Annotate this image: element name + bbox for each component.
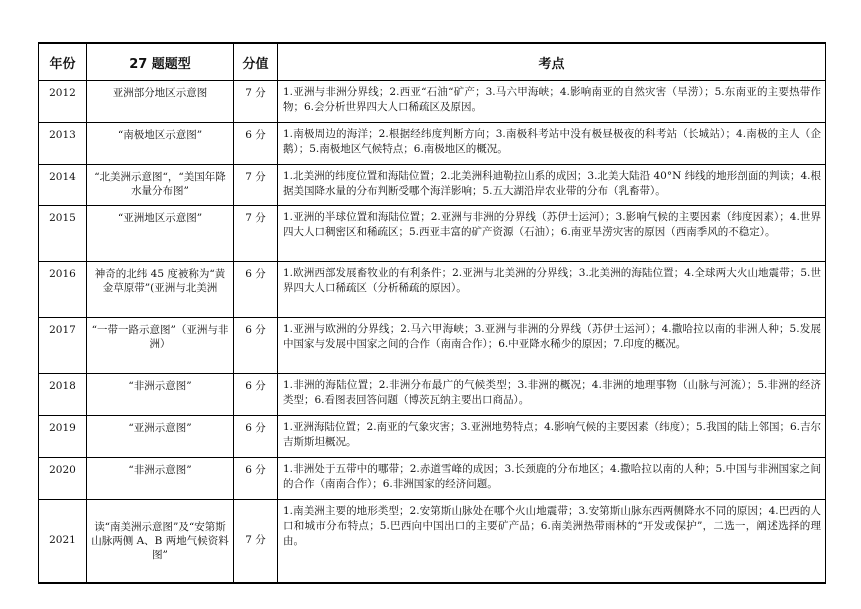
score-cell: 6 分 — [234, 374, 278, 416]
table-row — [39, 81, 826, 123]
score-cell: 6 分 — [234, 458, 278, 500]
table-row — [39, 374, 826, 416]
score-cell: 6 分 — [234, 416, 278, 458]
question-type-cell: “一带一路示意图”（亚洲与非洲） — [87, 318, 234, 374]
year-cell: 2020 — [39, 458, 87, 500]
year-cell: 2012 — [39, 81, 87, 123]
score-cell: 7 分 — [234, 81, 278, 123]
question-type-cell: 读“南美洲示意图”及“安第斯山脉两侧 A、B 两地气候资料图” — [87, 500, 234, 583]
key-points-cell: 1.南美洲主要的地形类型；2.安第斯山脉处在哪个火山地震带；3.安第斯山脉东西两侧降水不同的原因；4.巴西的人口和城市分布特点；5.巴西向中国出口的主要矿产品；6.南美洲热带雨林的“开发或保护”，二选一，阐述选择的理由。 — [278, 500, 826, 583]
key-points-cell: 1.欧洲西部发展畜牧业的有利条件；2.亚洲与北美洲的分界线；3.北美洲的海陆位置；4.全球两大火山地震带；5.世界四大人口稀疏区（分析稀疏的原因）。 — [278, 262, 826, 318]
key-points-cell: 1.非洲处于五带中的哪带；2.赤道雪峰的成因；3.长颈鹿的分布地区；4.撒哈拉以南的人种；5.中国与非洲国家之间的合作（南南合作）；6.非洲国家的经济问题。 — [278, 458, 826, 500]
table-row — [39, 123, 826, 165]
table-row — [39, 458, 826, 500]
key-points-cell: 1.亚洲海陆位置；2.南亚的气象灾害；3.亚洲地势特点；4.影响气候的主要因素（纬度）；5.我国的陆上邻国；6.吉尔吉斯斯坦概况。 — [278, 416, 826, 458]
key-points-cell: 1.非洲的海陆位置；2.非洲分布最广的气候类型；3.非洲的概况；4.非洲的地理事物（山脉与河流）；5.非洲的经济类型；6.看图表回答问题（博茨瓦纳主要出口商品）。 — [278, 374, 826, 416]
question-type-cell: “北美洲示意图“，“美国年降水量分布图” — [87, 165, 234, 206]
key-points-cell: 1.南极周边的海洋；2.根据经纬度判断方向；3.南极科考站中没有极昼极夜的科考站（长城站）；4.南极的主人（企鹅）；5.南极地区气候特点；6.南极地区的概况。 — [278, 123, 826, 165]
score-cell: 6 分 — [234, 123, 278, 165]
table-row — [39, 318, 826, 374]
year-cell: 2015 — [39, 206, 87, 262]
header-question-type: 27 题题型 — [87, 43, 234, 81]
question-type-cell: “非洲示意图” — [87, 374, 234, 416]
year-cell: 2018 — [39, 374, 87, 416]
year-cell: 2017 — [39, 318, 87, 374]
header-year: 年份 — [39, 43, 87, 81]
score-cell: 7 分 — [234, 500, 278, 583]
table-row — [39, 206, 826, 262]
table-row — [39, 262, 826, 318]
question-type-cell: “亚洲地区示意图” — [87, 206, 234, 262]
score-cell: 6 分 — [234, 318, 278, 374]
key-points-cell: 1.亚洲与欧洲的分界线；2.马六甲海峡；3.亚洲与非洲的分界线（苏伊士运河）；4.撒哈拉以南的非洲人种；5.发展中国家与发展中国家之间的合作（南南合作）；6.中亚降水稀少的原因；7.印度的概况。 — [278, 318, 826, 374]
score-cell: 7 分 — [234, 165, 278, 206]
question-type-cell: “亚洲示意图” — [87, 416, 234, 458]
year-cell: 2014 — [39, 165, 87, 206]
table-row — [39, 416, 826, 458]
question-type-cell: “南极地区示意图” — [87, 123, 234, 165]
table-row — [39, 500, 826, 583]
table-row — [39, 165, 826, 206]
question-type-cell: 神奇的北纬 45 度被称为“黄金草原带”(亚洲与北美洲 — [87, 262, 234, 318]
year-cell: 2019 — [39, 416, 87, 458]
question-type-cell: 亚洲部分地区示意图 — [87, 81, 234, 123]
key-points-cell: 1.亚洲的半球位置和海陆位置；2.亚洲与非洲的分界线（苏伊士运河）；3.影响气候的主要因素（纬度因素）；4.世界四大人口稠密区和稀疏区；5.西亚丰富的矿产资源（石油）；6.南亚旱涝灾害的原因（西南季风的不稳定）。 — [278, 206, 826, 262]
question-type-cell: “非洲示意图” — [87, 458, 234, 500]
header-score: 分值 — [234, 43, 278, 81]
year-cell: 2013 — [39, 123, 87, 165]
exam-topics-table — [38, 42, 826, 584]
key-points-cell: 1.北美洲的纬度位置和海陆位置；2.北美洲科迪勒拉山系的成因；3.北美大陆沿 40°N 纬线的地形剖面的判读；4.根据美国降水量的分布判断受哪个海洋影响；5.五大湖沿岸农业带的分布（乳畜带）。 — [278, 165, 826, 206]
key-points-cell: 1.亚洲与非洲分界线；2.西亚“石油“矿产；3.马六甲海峡；4.影响南亚的自然灾害（旱涝）；5.东南亚的主要热带作物；6.会分析世界四大人口稀疏区及原因。 — [278, 81, 826, 123]
table-header-row — [39, 43, 826, 81]
year-cell: 2016 — [39, 262, 87, 318]
header-key-points: 考点 — [278, 43, 826, 81]
year-cell: 2021 — [39, 500, 87, 583]
score-cell: 6 分 — [234, 262, 278, 318]
score-cell: 7 分 — [234, 206, 278, 262]
